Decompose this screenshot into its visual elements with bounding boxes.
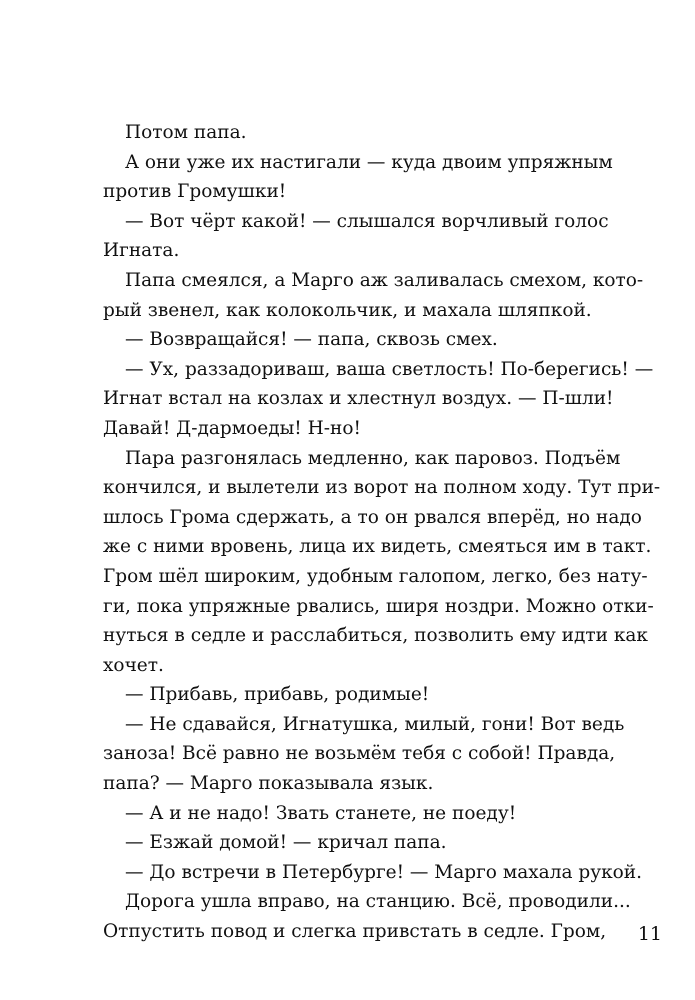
text-line: ги, пока упряжные рвались, ширя ноздри. Можно отки- xyxy=(103,595,654,617)
text-line: против Громушки! xyxy=(103,181,287,203)
text-line: — До встречи в Петербурге! — Марго махала рукой. xyxy=(125,861,642,883)
text-line: хочет. xyxy=(103,654,164,676)
text-line: Отпустить повод и слегка привстать в седле. Гром, xyxy=(103,921,607,943)
text-line: рый звенел, как колокольчик, и махала шляпкой. xyxy=(103,299,592,321)
text-line: — Езжай домой! — кричал папа. xyxy=(125,832,447,854)
text-line: кончился, и вылетели из ворот на полном ходу. Тут при- xyxy=(103,477,661,499)
text-line: — Вот чёрт какой! — слышался ворчливый голос xyxy=(125,210,609,232)
text-line: — А и не надо! Звать станете, не поеду! xyxy=(125,802,517,824)
text-line: нуться в седле и расслабиться, позволить ему идти как xyxy=(103,625,648,647)
text-line: — Возвращайся! — папа, сквозь смех. xyxy=(125,329,498,351)
text-line: Пара разгонялась медленно, как паровоз. Подъём xyxy=(125,447,621,469)
text-line: Гром шёл широким, удобным галопом, легко, без нату- xyxy=(103,565,648,587)
text-line: же с ними вровень, лица их видеть, смеяться им в такт. xyxy=(103,536,652,558)
text-line: Игната. xyxy=(103,240,180,262)
text-line: Папа смеялся, а Марго аж заливалась смехом, кото- xyxy=(125,269,644,291)
text-line: заноза! Всё равно не возьмём тебя с собой! Правда, xyxy=(103,743,616,765)
text-line: А они уже их настигали — куда двоим упряжным xyxy=(125,151,613,173)
text-line: — Ух, раззадориваш, ваша светлость! По-берегись! — xyxy=(125,358,654,380)
text-line: Игнат встал на козлах и хлестнул воздух. — П-шли! xyxy=(103,388,614,410)
text-line: шлось Грома сдержать, а то он рвался вперёд, но надо xyxy=(103,506,642,528)
text-line: Потом папа. xyxy=(125,122,247,143)
text-line: папа? — Марго показывала язык. xyxy=(103,773,434,795)
page-number: 11 xyxy=(637,923,662,945)
text-line: Дорога ушла вправо, на станцию. Всё, проводили... xyxy=(125,891,631,913)
text-line: — Прибавь, прибавь, родимые! xyxy=(125,684,430,706)
text-line: Давай! Д-дармоеды! Н-но! xyxy=(103,417,361,439)
text-line: — Не сдавайся, Игнатушка, милый, гони! Вот ведь xyxy=(125,713,625,735)
